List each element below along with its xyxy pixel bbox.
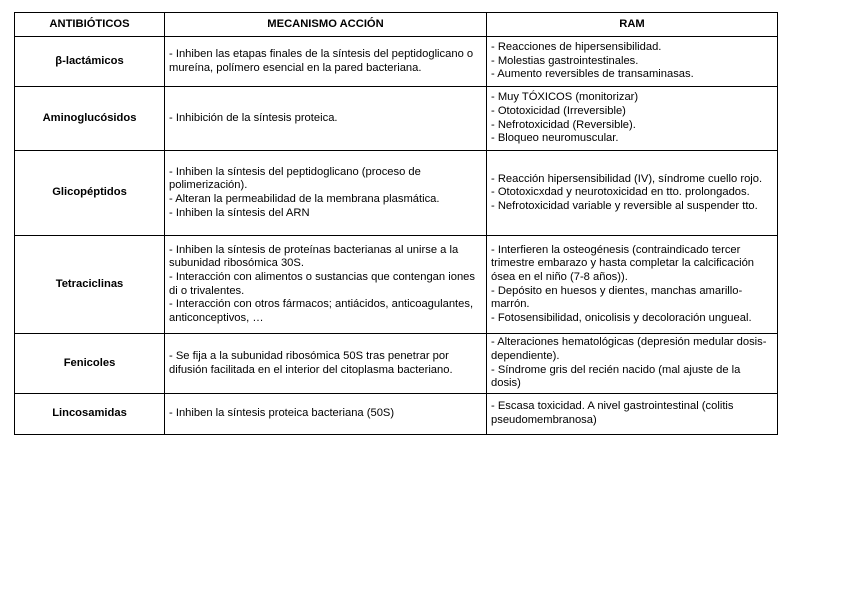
mechanism-line: - Inhiben las etapas finales de la síntesis del peptidoglicano o mureína, polímero esencial en la pared bacteriana. — [169, 47, 474, 74]
ram-line: - Fotosensibilidad, onicolisis y decoloración ungueal. — [491, 311, 752, 324]
header-mechanism: MECANISMO ACCIÓN — [165, 13, 487, 37]
mechanism-cell — [165, 236, 487, 334]
drug-name-beta-lactams: β-lactámicos — [15, 37, 165, 87]
ram-line: - Nefrotoxicidad variable y reversible al suspender tto. — [491, 199, 758, 212]
ram-line: - Muy TÓXICOS (monitorizar) — [491, 91, 639, 104]
mechanism-cell — [165, 151, 487, 236]
mechanism-line: - Inhiben la síntesis de proteínas bacterianas al unirse a la subunidad ribosómica 30S. — [169, 243, 459, 270]
header-ram: RAM — [487, 13, 778, 37]
mechanism-line: - Inhibición de la síntesis proteica. — [169, 111, 338, 124]
table-row — [15, 87, 778, 151]
ram-cell — [487, 87, 778, 151]
ram-cell — [487, 37, 778, 87]
table-row — [15, 37, 778, 87]
ram-line: - Síndrome gris del recién nacido (mal ajuste de la dosis) — [491, 363, 741, 390]
ram-cell — [487, 334, 778, 394]
antibiotics-table — [14, 12, 778, 435]
ram-cell — [487, 151, 778, 236]
drug-name-glycopeptides: Glicopéptidos — [15, 151, 165, 236]
table-row — [15, 236, 778, 334]
ram-line: - Bloqueo neuromuscular. — [491, 132, 619, 145]
mechanism-cell — [165, 37, 487, 87]
mechanism-line: - Alteran la permeabilidad de la membrana plasmática. — [169, 193, 440, 205]
header-row — [15, 13, 778, 37]
mechanism-line: - Inhiben la síntesis proteica bacteriana (50S) — [169, 407, 395, 420]
ram-line: - Molestias gastrointestinales. — [491, 54, 639, 67]
ram-cell — [487, 394, 778, 435]
ram-cell — [487, 236, 778, 334]
mechanism-cell — [165, 394, 487, 435]
mechanism-line: - Interacción con alimentos o sustancias que contengan iones di o trivalentes. — [169, 270, 475, 297]
ram-line: - Escasa toxicidad. A nivel gastrointestinal (colitis pseudomembranosa) — [491, 400, 734, 426]
drug-name-aminoglycosides: Aminoglucósidos — [15, 87, 165, 151]
table-row — [15, 334, 778, 394]
ram-line: - Alteraciones hematológicas (depresión medular dosis-dependiente). — [491, 336, 767, 362]
ram-line: - Ototoxicxdad y neurotoxicidad en tto. prolongados. — [491, 186, 750, 199]
mechanism-line: - Inhiben la síntesis del peptidoglicano (proceso de polimerización). — [169, 165, 421, 192]
ram-line: - Ototoxicidad (Irreversible) — [491, 104, 626, 117]
ram-line: - Depósito en huesos y dientes, manchas amarillo-marrón. — [491, 284, 743, 311]
table-row — [15, 394, 778, 435]
mechanism-line: - Se fija a la subunidad ribosómica 50S tras penetrar por difusión facilitada en el interior del citoplasma bacteriano. — [169, 349, 453, 376]
mechanism-cell — [165, 87, 487, 151]
ram-line: - Reacción hipersensibilidad (IV), síndrome cuello rojo. — [491, 172, 763, 185]
mechanism-line: - Interacción con otros fármacos; antiácidos, anticoagulantes, anticonceptivos, … — [169, 298, 474, 324]
drug-name-phenicols: Fenicoles — [15, 334, 165, 394]
mechanism-line: - Inhiben la síntesis del ARN — [169, 206, 310, 219]
drug-name-lincosamides: Lincosamidas — [15, 394, 165, 435]
drug-name-tetracyclines: Tetraciclinas — [15, 236, 165, 334]
header-antibiotics: ANTIBIÓTICOS — [15, 13, 165, 37]
mechanism-cell — [165, 334, 487, 394]
ram-line: - Reacciones de hipersensibilidad. — [491, 41, 662, 54]
ram-line: - Nefrotoxicidad (Reversible). — [491, 118, 636, 131]
table-row — [15, 151, 778, 236]
ram-line: - Aumento reversibles de transaminasas. — [491, 68, 694, 81]
ram-line: - Interfieren la osteogénesis (contraindicado tercer trimestre embarazo y hasta completar la calcificación ósea en el niño (7-8 años)). — [491, 243, 755, 283]
